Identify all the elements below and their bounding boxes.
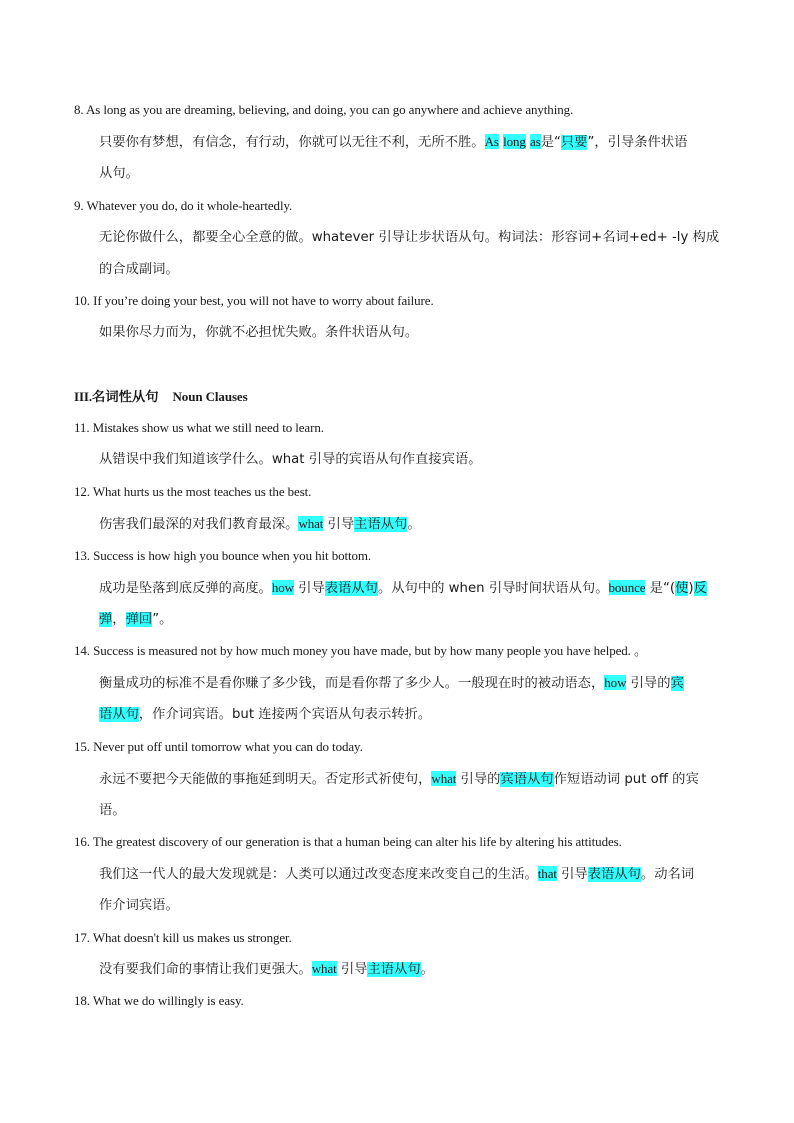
- highlight-zhiyao: 只要: [560, 135, 588, 150]
- highlight-as: As: [484, 134, 499, 149]
- highlight-danhui: 弹回: [125, 612, 153, 627]
- highlight-bin: 宾: [670, 676, 684, 691]
- highlight-object-clause-2: 宾语从句: [500, 772, 554, 787]
- highlight-bounce: bounce: [608, 580, 646, 595]
- explanation-13-line2: 弹，弹回”。: [99, 612, 173, 627]
- explanation-14-line1: 衡量成功的标准不是看你赚了多少钱，而是看你帮了多少人。一般现在时的被动语态，how 引导的宾: [99, 675, 684, 691]
- explanation-8-line2: 从句。: [99, 166, 139, 181]
- sentence-16: 16. The greatest discovery of our generation is that a human being can alter his life by altering his attitudes.: [74, 834, 622, 849]
- sentence-11: 11. Mistakes show us what we still need to learn.: [74, 420, 324, 435]
- highlight-how-2: how: [604, 675, 627, 690]
- highlight-dan: 弹: [99, 612, 113, 627]
- explanation-13-line1: 成功是坠落到底反弹的高度。how 引导表语从句。从句中的 when 引导时间状语从句。bounce 是“(使)反: [99, 580, 707, 596]
- explanation-10-line1: 如果你尽力而为，你就不必担忧失败。条件状语从句。: [99, 325, 419, 340]
- highlight-subject-clause-2: 主语从句: [367, 962, 421, 977]
- highlight-as-2: as: [530, 134, 541, 149]
- sentence-12: 12. What hurts us the most teaches us the best.: [74, 484, 312, 499]
- highlight-object-clause: 语从句: [99, 707, 139, 722]
- explanation-8-line1: 只要你有梦想，有信念，有行动，你就可以无往不利，无所不胜。As long as是“只要”，引导条件状语: [99, 134, 688, 150]
- sentence-14: 14. Success is measured not by how much money you have made, but by how many people you have helped. 。: [74, 643, 647, 658]
- explanation-11-line1: 从错误中我们知道该学什么。what 引导的宾语从句作直接宾语。: [99, 452, 482, 467]
- highlight-fan: 反: [693, 581, 707, 596]
- sentence-17: 17. What doesn't kill us makes us stronger.: [74, 930, 292, 945]
- explanation-16-line2: 作介词宾语。: [99, 898, 179, 913]
- explanation-9-line1: 无论你做什么，都要全心全意的做。whatever 引导让步状语从句。构词法：形容词+名词+ed+ -ly 构成: [99, 230, 720, 245]
- explanation-16-line1: 我们这一代人的最大发现就是：人类可以通过改变态度来改变自己的生活。that 引导表语从句。动名词: [99, 866, 695, 882]
- highlight-subject-clause: 主语从句: [354, 517, 408, 532]
- section-heading: III.名词性从句 Noun Clauses: [74, 389, 248, 405]
- sentence-13: 13. Success is how high you bounce when you hit bottom.: [74, 548, 372, 563]
- explanation-9-line2: 的合成副词。: [99, 262, 179, 277]
- sentence-18: 18. What we do willingly is easy.: [74, 993, 244, 1008]
- highlight-shi: 使: [675, 581, 689, 596]
- sentence-8: 8. As long as you are dreaming, believing, and doing, you can go anywhere and achieve anything.: [74, 102, 574, 117]
- highlight-how: how: [271, 580, 294, 595]
- highlight-predicative-clause-2: 表语从句: [587, 867, 641, 882]
- explanation-12-line1: 伤害我们最深的对我们教育最深。what 引导主语从句。: [99, 516, 421, 532]
- explanation-15-line2: 语。: [99, 803, 126, 818]
- highlight-what-3: what: [311, 961, 337, 976]
- explanation-17-line1: 没有要我们命的事情让我们更强大。what 引导主语从句。: [99, 961, 434, 977]
- explanation-15-line1: 永远不要把今天能做的事拖延到明天。否定形式祈使句，what 引导的宾语从句作短语动词 put off 的宾: [99, 771, 699, 787]
- sentence-10: 10. If you’re doing your best, you will not have to worry about failure.: [74, 293, 434, 308]
- highlight-that: that: [537, 866, 557, 881]
- highlight-predicative-clause: 表语从句: [324, 581, 378, 596]
- highlight-what-2: what: [431, 771, 457, 786]
- sentence-15: 15. Never put off until tomorrow what you can do today.: [74, 739, 363, 754]
- explanation-14-line2: 语从句，作介词宾语。but 连接两个宾语从句表示转折。: [99, 707, 432, 722]
- highlight-what: what: [298, 516, 324, 531]
- highlight-long: long: [503, 134, 526, 149]
- sentence-9: 9. Whatever you do, do it whole-heartedly.: [74, 198, 293, 213]
